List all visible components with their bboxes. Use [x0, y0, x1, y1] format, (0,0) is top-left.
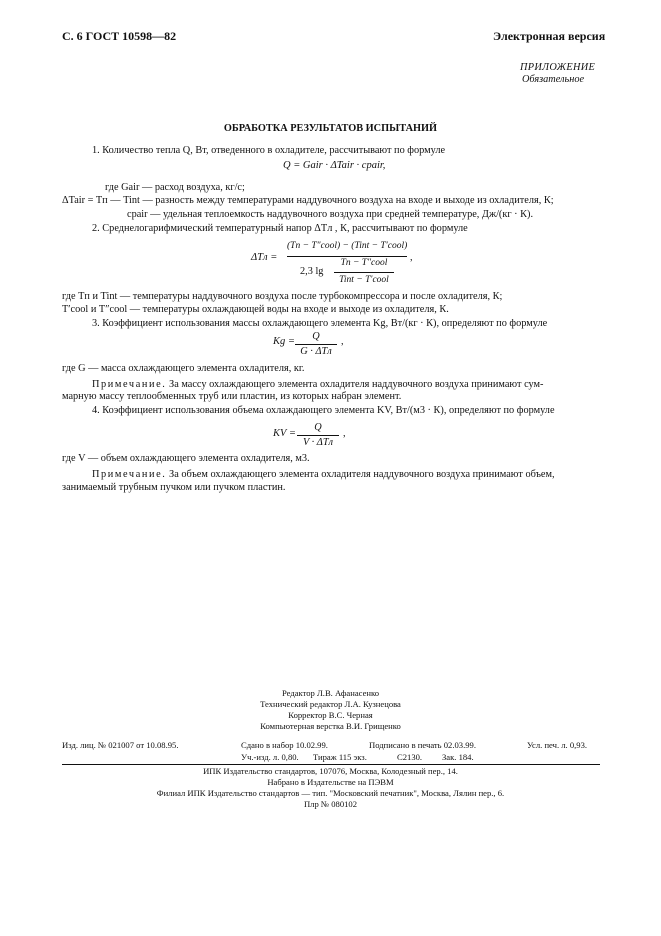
- imprint-run: Тираж 115 экз.: [313, 752, 367, 762]
- note-1-line-2: марную массу теплообменных труб или пластин, из которых набран элемент.: [62, 391, 402, 402]
- formula-lmtd-numerator: (Tп − T″cool) − (Tint − T′cool): [287, 241, 408, 251]
- formula-kg-numerator: Q: [312, 331, 320, 342]
- note-2-line-1: За объем охлаждающего элемента охладителя наддувочного воздуха принимают объем,: [169, 469, 555, 480]
- fraction-line: [297, 435, 339, 436]
- where-air-temps: где Tп и Tint — температуры наддувочного воздуха после турбокомпрессора и после охладителя, К;: [62, 291, 503, 302]
- footer-divider: [62, 764, 600, 765]
- credit-tech-editor: Технический редактор Л.А. Кузнецова: [260, 699, 401, 709]
- formula-kv-numerator: Q: [314, 422, 322, 433]
- footer-line-4: Плр № 080102: [303, 799, 358, 809]
- where-water-temps: T′cool и T″cool — температуры охлаждающей воды на входе и выходе из охладителя, К.: [62, 304, 449, 315]
- item-1-text: 1. Количество тепла Q, Вт, отведенного в охладителе, рассчитывают по формуле: [92, 145, 446, 156]
- item-4-text: 4. Коэффициент использования объема охлаждающего элемента KV, Вт/(м3 · К), определяют по формуле: [92, 405, 555, 416]
- formula-lmtd-lhs: ΔTл =: [251, 252, 278, 263]
- footer-line-3: Филиал ИПК Издательство стандартов — тип. "Московский печатник", Москва, Лялин пер., 6.: [156, 788, 505, 798]
- formula-kg-tail: ,: [341, 336, 344, 347]
- fraction-line: [287, 256, 407, 257]
- footer-line-1: ИПК Издательство стандартов, 107076, Москва, Колодезный пер., 14.: [203, 766, 458, 776]
- imprint-sent: Сдано в набор 10.02.99.: [241, 740, 328, 750]
- imprint-license: Изд. лиц. № 021007 от 10.08.95.: [62, 740, 179, 750]
- formula-lmtd-log-denominator: Tint − T′cool: [339, 275, 389, 285]
- fraction-line: [334, 272, 394, 273]
- appendix-title: ПРИЛОЖЕНИЕ: [520, 62, 596, 73]
- imprint-edu-sheets: Уч.-изд. л. 0,80.: [241, 752, 299, 762]
- item-3-text: 3. Коэффициент использования массы охлаждающего элемента Kg, Вт/(кг · К), определяют по формуле: [92, 318, 548, 329]
- item-2-text: 2. Среднелогарифмический температурный напор ΔTл , К, рассчитывают по формуле: [92, 223, 468, 234]
- fraction-line: [295, 344, 337, 345]
- credit-proofreader: Корректор В.С. Черная: [288, 710, 373, 720]
- formula-heat: Q = Gair · ΔTair · cpair,: [283, 160, 386, 171]
- formula-lmtd-log-numerator: Tп − T″cool: [340, 258, 388, 268]
- note-1-line-1: За массу охлаждающего элемента охладителя наддувочного воздуха принимают сум-: [169, 379, 544, 390]
- page-header-right: Электронная версия: [493, 29, 606, 43]
- formula-lmtd-log: 2,3 lg: [300, 266, 324, 277]
- note-2-line-2: занимаемый трубным пучком или пучком пластин.: [62, 482, 286, 493]
- imprint-signed: Подписано в печать 02.03.99.: [369, 740, 476, 750]
- footer-line-2: Набрано в Издательстве на ПЭВМ: [267, 777, 394, 787]
- appendix-subtitle: Обязательное: [522, 74, 585, 85]
- formula-kv-lhs: KV =: [273, 428, 296, 439]
- formula-kg-lhs: Kg =: [273, 336, 295, 347]
- section-title: ОБРАБОТКА РЕЗУЛЬТАТОВ ИСПЫТАНИЙ: [223, 123, 438, 134]
- where-volume: где V — объем охлаждающего элемента охладителя, м3.: [62, 453, 310, 464]
- note-2: [92, 469, 555, 480]
- imprint-order: Зак. 184.: [442, 752, 474, 762]
- formula-kg-denominator: G · ΔTл: [300, 346, 332, 357]
- where-mass: где G — масса охлаждающего элемента охладителя, кг.: [62, 363, 305, 374]
- where-temp-diff: ΔTair = Tп — Tint — разность между температурами наддувочного воздуха на входе и выходе из охладителя, К;: [62, 195, 554, 206]
- note-label: Примечание.: [92, 469, 167, 480]
- where-air-flow: где Gair — расход воздуха, кг/с;: [105, 182, 245, 193]
- where-heat-capacity: cpair — удельная теплоемкость наддувочного воздуха при средней температуре, Дж/(кг · К).: [127, 209, 534, 220]
- imprint-print-sheets: Усл. печ. л. 0,93.: [527, 740, 588, 750]
- credit-layout: Компьютерная верстка В.И. Грищенко: [260, 721, 401, 731]
- imprint-code: С2130.: [397, 752, 423, 762]
- credit-editor: Редактор Л.В. Афанасенко: [281, 688, 380, 698]
- formula-kv-denominator: V · ΔTл: [302, 437, 334, 448]
- formula-kv-tail: ,: [343, 428, 346, 439]
- note-1: [92, 379, 543, 390]
- note-label: Примечание.: [92, 379, 167, 390]
- page-header-left: С. 6 ГОСТ 10598—82: [62, 29, 177, 43]
- formula-lmtd-tail: ,: [410, 252, 413, 263]
